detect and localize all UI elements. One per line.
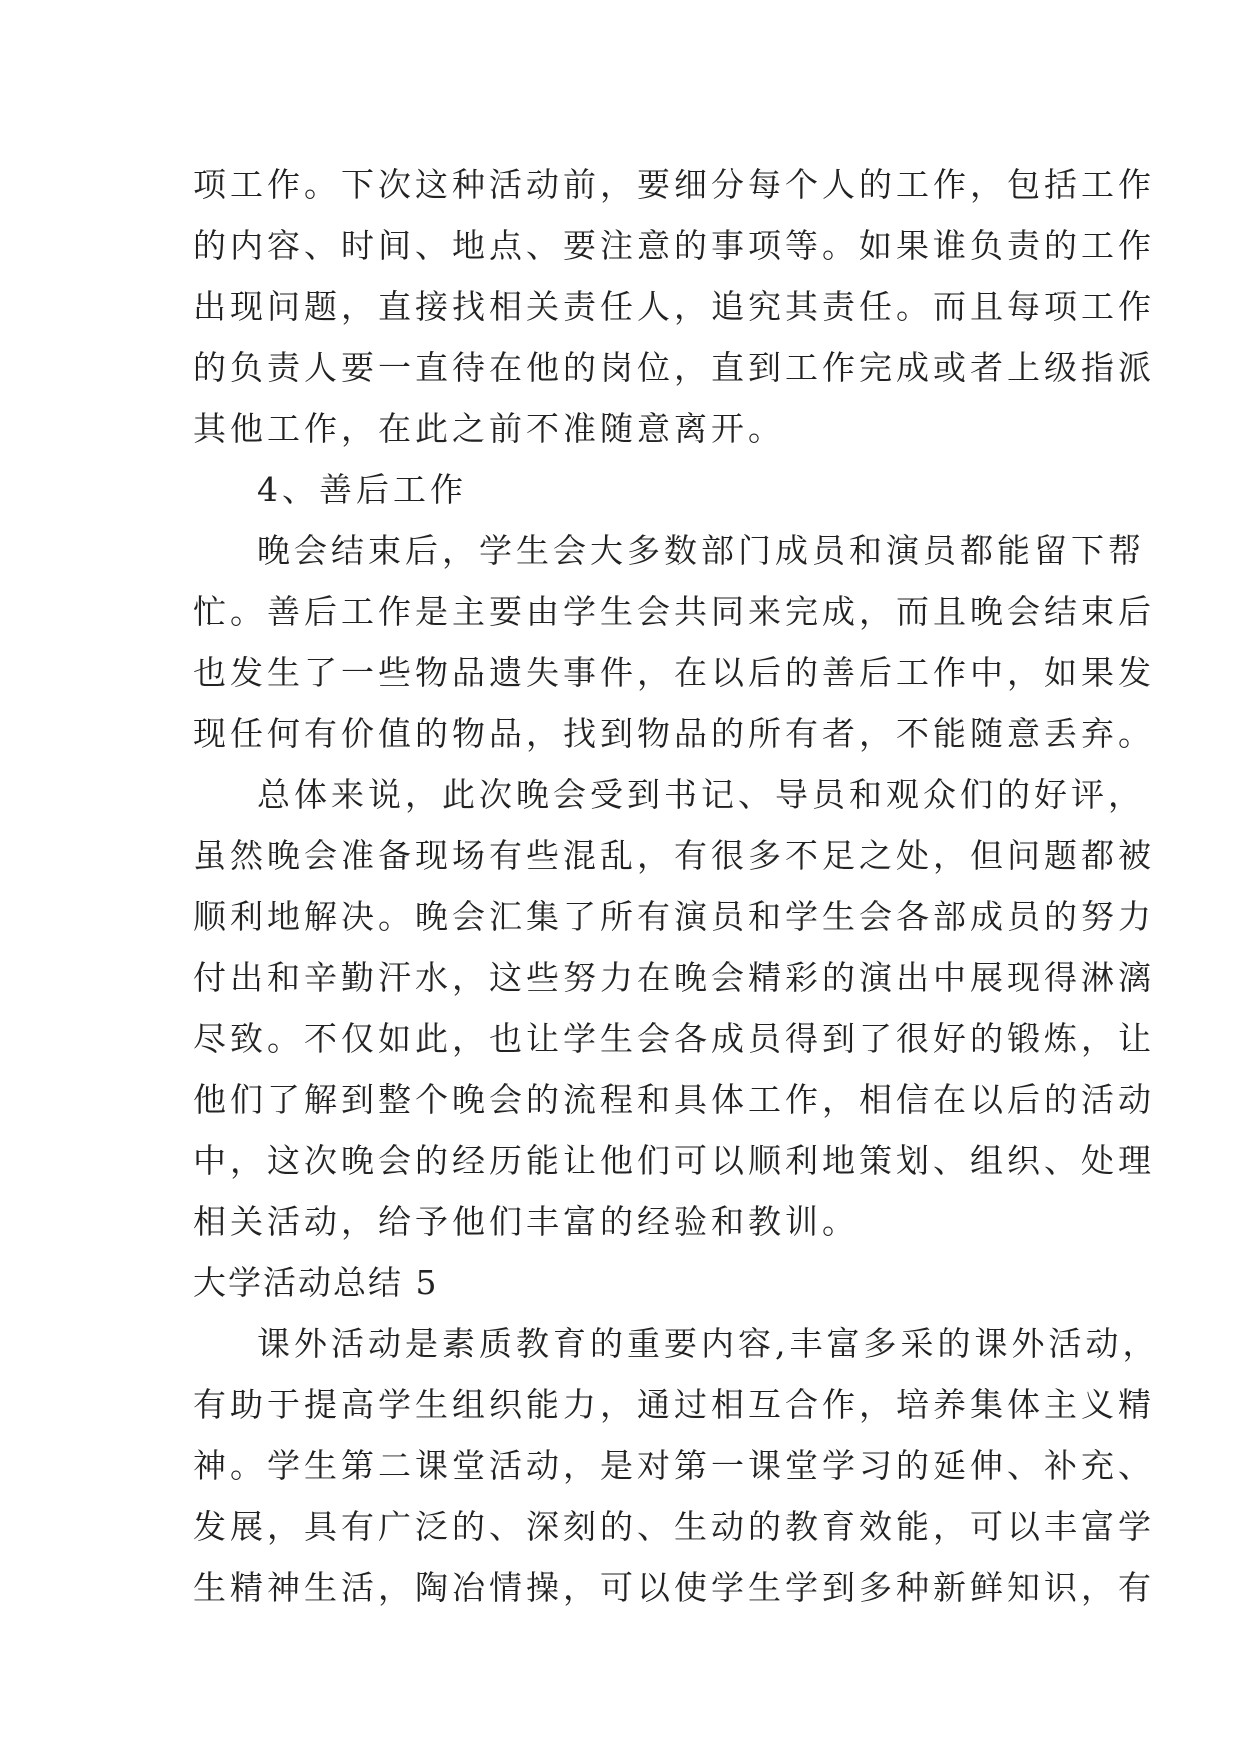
section-subheading: 4、善后工作 — [257, 470, 467, 509]
text-line: 付出和辛勤汗水，这些努力在晚会精彩的演出中展现得淋漓 — [193, 958, 1155, 997]
text-line: 中，这次晚会的经历能让他们可以顺利地策划、组织、处理 — [193, 1141, 1155, 1180]
text-line: 的负责人要一直待在他的岗位，直到工作完成或者上级指派 — [193, 348, 1155, 387]
text-line: 项工作。下次这种活动前，要细分每个人的工作，包括工作 — [193, 165, 1155, 204]
text-line: 生精神生活，陶冶情操，可以使学生学到多种新鲜知识，有 — [193, 1568, 1155, 1607]
text-line: 尽致。不仅如此，也让学生会各成员得到了很好的锻炼，让 — [193, 1019, 1155, 1058]
text-line: 也发生了一些物品遗失事件，在以后的善后工作中，如果发 — [193, 653, 1155, 692]
text-line: 发展，具有广泛的、深刻的、生动的教育效能，可以丰富学 — [193, 1507, 1155, 1546]
text-line: 顺利地解决。晚会汇集了所有演员和学生会各部成员的努力 — [193, 897, 1155, 936]
text-line: 总体来说，此次晚会受到书记、导员和观众们的好评， — [257, 775, 1145, 814]
text-line: 他们了解到整个晚会的流程和具体工作，相信在以后的活动 — [193, 1080, 1155, 1119]
text-line: 课外活动是素质教育的重要内容,丰富多采的课外活动， — [257, 1324, 1160, 1363]
text-line: 有助于提高学生组织能力，通过相互合作，培养集体主义精 — [193, 1385, 1155, 1424]
text-line: 虽然晚会准备现场有些混乱，有很多不足之处，但问题都被 — [193, 836, 1155, 875]
section-heading: 大学活动总结 5 — [193, 1263, 439, 1302]
text-line: 神。学生第二课堂活动，是对第一课堂学习的延伸、补充、 — [193, 1446, 1155, 1485]
text-line: 相关活动，给予他们丰富的经验和教训。 — [193, 1202, 859, 1241]
text-line: 现任何有价值的物品，找到物品的所有者，不能随意丢弃。 — [193, 714, 1155, 753]
text-line: 出现问题，直接找相关责任人，追究其责任。而且每项工作 — [193, 287, 1155, 326]
document-body — [193, 154, 1160, 1618]
text-line: 忙。善后工作是主要由学生会共同来完成，而且晚会结束后 — [193, 592, 1155, 631]
text-line: 晚会结束后，学生会大多数部门成员和演员都能留下帮 — [257, 531, 1145, 570]
text-line: 其他工作，在此之前不准随意离开。 — [193, 409, 785, 448]
text-line: 的内容、时间、地点、要注意的事项等。如果谁负责的工作 — [193, 226, 1155, 265]
